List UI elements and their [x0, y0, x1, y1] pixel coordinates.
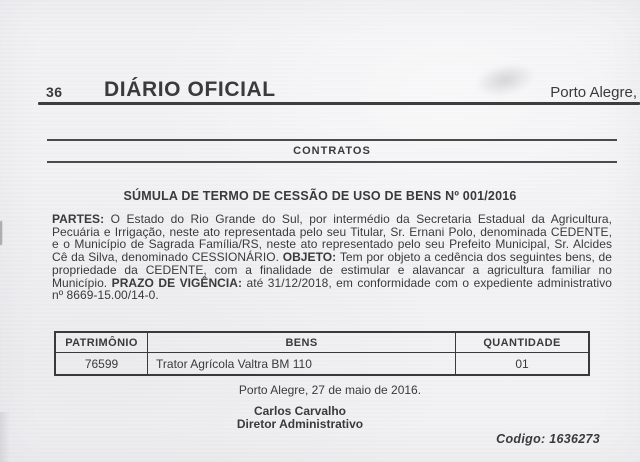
assets-table: [54, 331, 590, 376]
signature-title: Diretor Administrativo: [236, 416, 364, 431]
cell-patrimonio: 76599: [55, 353, 148, 376]
header-rule: [38, 102, 640, 105]
table-header-bens: BENS: [148, 332, 456, 353]
date-line: Porto Alegre, 27 de maio de 2016.: [238, 383, 422, 397]
city-dateline: Porto Alegre,: [550, 84, 637, 101]
notice-body: PARTES: O Estado do Rio Grande do Sul, por intermédio da Secretaria Estadual da Agricultura, Pecuária e Irrigação, neste ato representada pelo seu Titular, Sr. Ernani Polo, denominada CEDENTE, e o Município de Sagrada Família/RS, neste ato representado pelo seu Prefeito Municipal, Sr. Alcides Cê da Silva, denominado CESSIONÁRIO. OBJETO: Tem por objeto a cedência dos seguintes bens, de propriedade da CEDENTE, com a finalidade de estimular e alavancar a agricultura familiar no Município. PRAZO DE VIGÊNCIA: até 31/12/2018, em conformidade com o expediente administrativo nº 8669-15.00/14-0.: [52, 212, 613, 303]
cell-bens: Trator Agrícola Valtra BM 110: [148, 353, 456, 376]
cell-quantidade: 01: [456, 353, 589, 376]
section-title: CONTRATOS: [293, 145, 371, 157]
scan-corner-shade: [0, 412, 10, 462]
signature-block: [180, 405, 420, 431]
table-row: [55, 353, 589, 376]
masthead-title: DIÁRIO OFICIAL: [104, 78, 276, 101]
scan-edge-artifact: [0, 221, 2, 245]
signature-name: Carlos Carvalho: [253, 404, 347, 418]
table-header-row: [55, 332, 589, 353]
notice-title: SÚMULA DE TERMO DE CESSÃO DE USO DE BENS Nº 001/2016: [123, 189, 517, 203]
table-header-quantidade: QUANTIDADE: [456, 332, 589, 353]
table-header-patrimonio: PATRIMÔNIO: [55, 332, 148, 353]
section-rule-top: [47, 139, 617, 141]
scan-smudge-artifact: [471, 58, 538, 102]
publication-code: Codigo: 1636273: [496, 432, 600, 446]
section-rule-bottom: [47, 161, 617, 163]
page-number: 36: [46, 84, 63, 100]
